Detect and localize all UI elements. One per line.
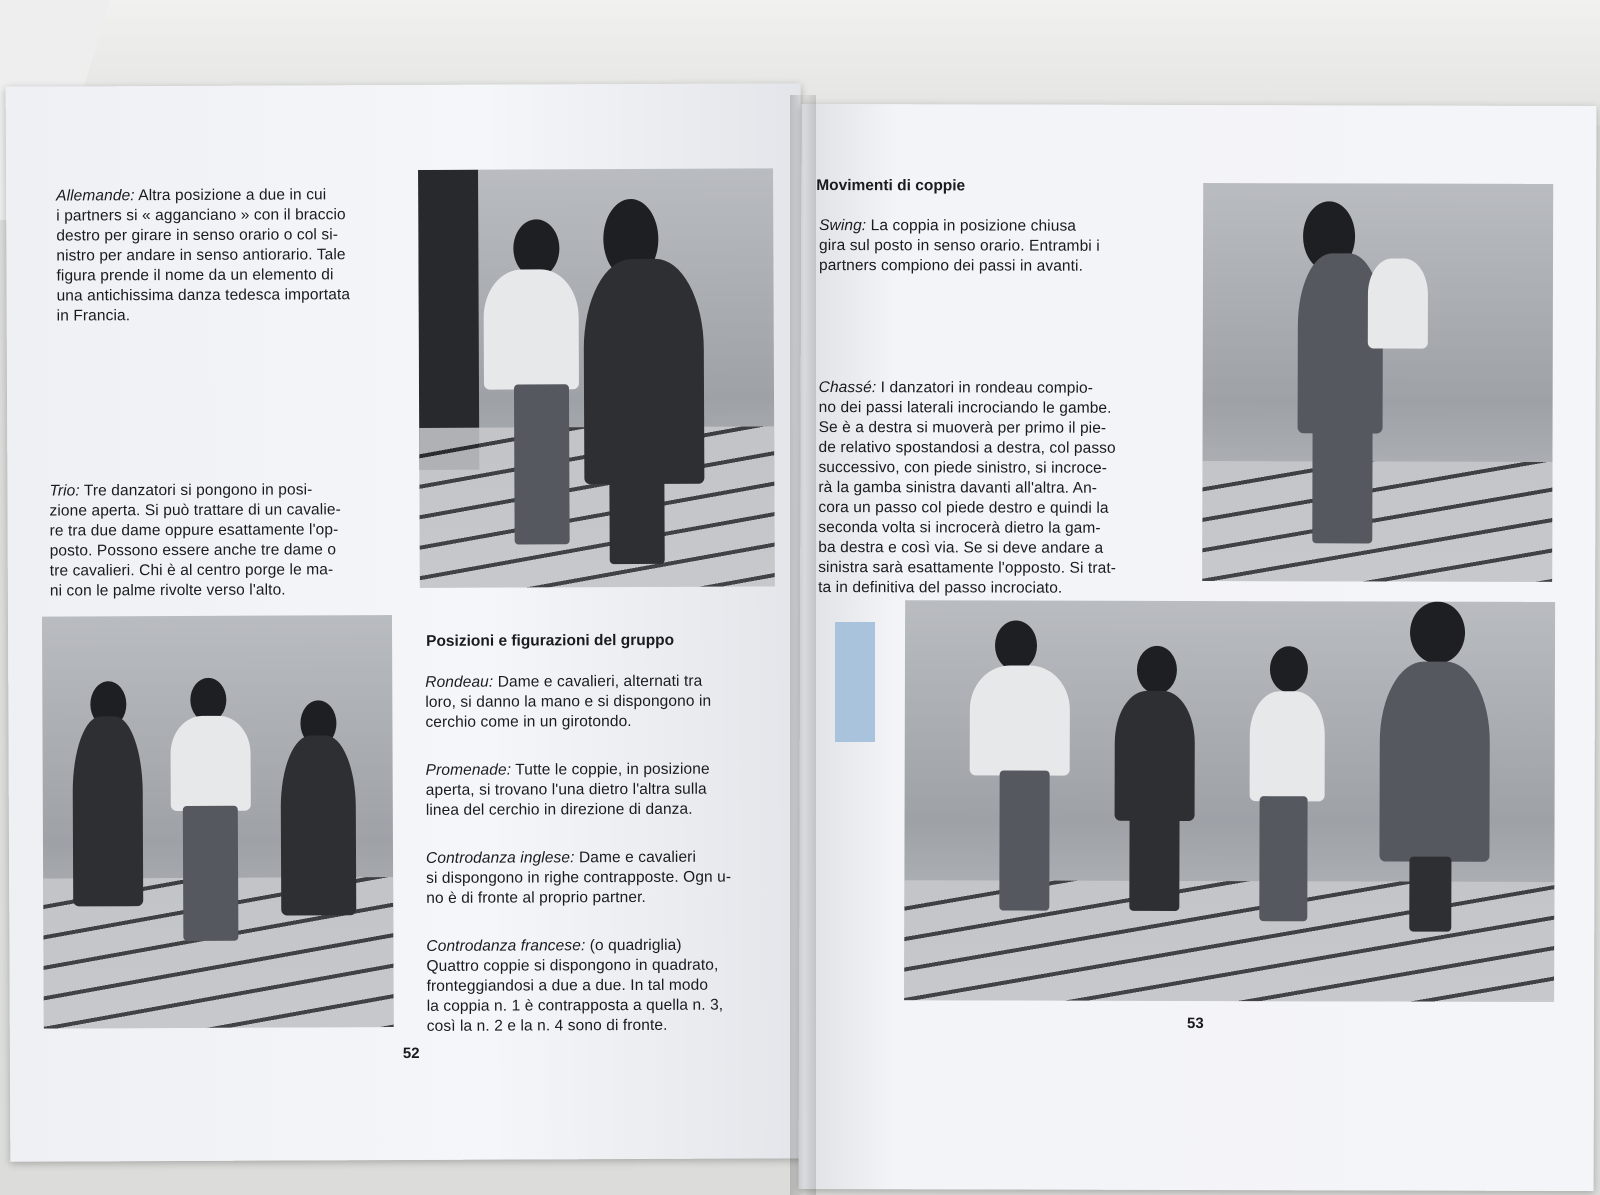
text-line: la coppia n. 1 è contrapposta a quella n. 3,: [426, 996, 724, 1015]
rondeau-paragraph: [425, 671, 785, 733]
text-line: ba destra e così via. Se si deve andare a: [818, 539, 1104, 557]
text-line: no dei passi laterali incrociando le gambe.: [818, 399, 1112, 417]
chasse-term: Chassé:: [818, 379, 877, 397]
text-line: Dame e cavalieri: [574, 848, 697, 867]
swing-term: Swing:: [819, 217, 867, 235]
text-line: successivo, con piede sinistro, si incroce-: [818, 459, 1108, 477]
group-positions-heading: Posizioni e figurazioni del gruppo: [426, 631, 675, 650]
text-line: nistro per andare in senso antiorario. Tale: [56, 246, 346, 265]
page-number-left: 52: [402, 1044, 420, 1063]
book-gutter: [790, 95, 816, 1195]
text-line: sinistra sarà esattamente l'opposto. Si trat-: [818, 559, 1117, 577]
text-line: i partners si « agganciano » con il braccio: [56, 206, 346, 225]
photo-allemande: [418, 168, 775, 588]
text-line: in Francia.: [56, 307, 131, 325]
page-number-right: 53: [1186, 1014, 1204, 1033]
text-line: gira sul posto in senso orario. Entrambi i: [819, 237, 1100, 255]
text-line: Dame e cavalieri, alternati tra: [493, 672, 703, 691]
text-line: ni con le palme rivolte verso l'alto.: [49, 581, 286, 600]
text-line: aperta, si trovano l'una dietro l'altra sulla: [425, 780, 707, 799]
text-line: Altra posizione a due in cui: [134, 186, 327, 205]
photo-rondeau: [904, 600, 1555, 1002]
text-line: Se è a destra si muoverà per primo il pie-: [818, 419, 1107, 437]
swing-paragraph: [819, 216, 1174, 277]
text-line: si dispongono in righe contrapposte. Ogn u-: [426, 868, 732, 887]
text-line: loro, si danno la mano e si dispongono in: [425, 692, 712, 711]
text-line: Tutte le coppie, in posizione: [511, 760, 710, 779]
text-line: cora un passo col piede destro e quindi la: [818, 499, 1109, 517]
page-right: [799, 104, 1597, 1191]
text-line: seconda volta si incrocerà dietro la gam-: [818, 519, 1101, 537]
rondeau-term: Rondeau:: [425, 673, 494, 691]
blue-color-tab: [835, 622, 875, 742]
text-line: cerchio come in un girotondo.: [425, 713, 632, 731]
text-line: tre cavalieri. Chi è al centro porge le ma-: [49, 561, 334, 580]
allemande-term: Allemande:: [56, 187, 135, 205]
text-line: destro per girare in senso orario o col si-: [56, 226, 339, 245]
text-line: linea del cerchio in direzione di danza.: [425, 800, 693, 819]
text-line: de relativo spostandosi a destra, col passo: [818, 439, 1116, 457]
trio-term: Trio:: [49, 482, 80, 500]
text-line: no è di fronte al proprio partner.: [426, 888, 646, 907]
promenade-term: Promenade:: [425, 761, 512, 779]
page-left: [6, 83, 806, 1161]
promenade-paragraph: [426, 759, 786, 821]
text-line: così la n. 2 e la n. 4 sono di fronte.: [426, 1016, 668, 1035]
text-line: figura prende il nome da un elemento di: [56, 266, 334, 285]
couple-movements-heading: Movimenti di coppie: [816, 177, 966, 195]
text-line: Tre danzatori si pongono in posi-: [79, 481, 313, 500]
controdanza-inglese-term: Controdanza inglese:: [425, 849, 575, 867]
text-line: partners compiono dei passi in avanti.: [818, 257, 1084, 275]
chasse-paragraph: [818, 378, 1174, 599]
text-line: fronteggiandosi a due a due. In tal modo: [426, 976, 709, 995]
text-line: Quattro coppie si dispongono in quadrato,: [426, 956, 719, 975]
controdanza-inglese-paragraph: [426, 847, 786, 909]
text-line: (o quadriglia): [585, 936, 682, 955]
text-line: I danzatori in rondeau compio-: [876, 379, 1094, 397]
photo-trio: [42, 615, 394, 1029]
controdanza-francese-paragraph: [426, 935, 786, 1037]
text-line: zione aperta. Si può trattare di un cavalie-: [49, 501, 341, 520]
text-line: posto. Possono essere anche tre dame o: [49, 541, 337, 560]
allemande-paragraph: [56, 185, 397, 326]
text-line: rà la gamba sinistra davanti all'altra. An-: [818, 479, 1098, 497]
text-line: una antichissima danza tedesca importata: [56, 286, 351, 305]
text-line: ta in definitiva del passo incrociato.: [818, 579, 1063, 597]
text-line: re tra due dame oppure esattamente l'op-: [49, 521, 339, 540]
photo-swing: [1202, 183, 1553, 582]
text-line: La coppia in posizione chiusa: [866, 217, 1077, 235]
controdanza-francese-term: Controdanza francese:: [426, 937, 586, 955]
trio-paragraph: [49, 480, 395, 602]
